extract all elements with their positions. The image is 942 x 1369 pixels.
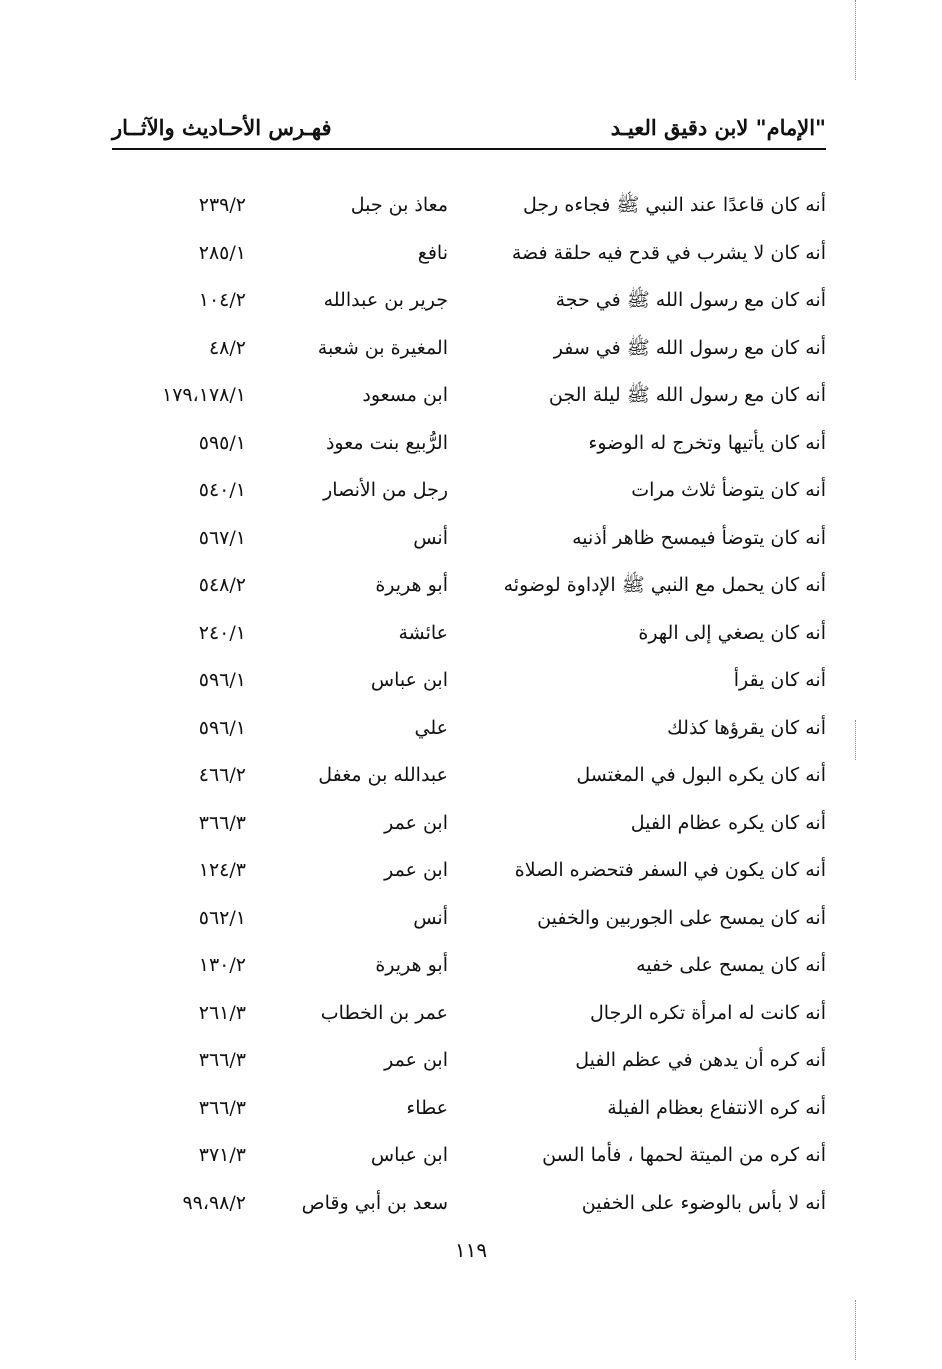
hadith-text: أنه كان مع رسول الله ﷺ ليلة الجن: [548, 384, 826, 406]
hadith-text: أنه كان يتوضأ ثلاث مرات: [631, 479, 826, 501]
volume-page-reference: ٥٦٧/١: [198, 526, 246, 549]
volume-page-reference: ٥٤٠/١: [198, 479, 246, 501]
narrator-name: نافع: [417, 241, 448, 264]
narrator-name: عائشة: [398, 621, 448, 644]
narrator-name: ابن مسعود: [362, 384, 448, 406]
volume-page-reference: ٥٩٥/١: [198, 431, 246, 454]
index-row: [112, 182, 826, 230]
narrator-name: رجل من الأنصار: [323, 479, 448, 501]
volume-page-reference: ١٢٤/٣: [198, 859, 246, 881]
hadith-text: أنه كانت له امرأة تكره الرجال: [590, 1001, 826, 1024]
narrator-name: عبدالله بن مغفل: [318, 764, 448, 786]
hadith-text: أنه كان لا يشرب في قدح فيه حلقة فضة: [511, 241, 826, 264]
narrator-name: أبو هريرة: [375, 954, 448, 976]
index-row: [112, 372, 826, 420]
volume-page-reference: ٤٦٦/٢: [198, 764, 246, 786]
hadith-text: أنه كان مع رسول الله ﷺ في سفر: [553, 336, 826, 359]
volume-page-reference: ٣٦٦/٣: [198, 1096, 246, 1119]
index-row: [112, 1085, 826, 1133]
hadith-text: أنه كره أن يدهن في عظم الفيل: [575, 1049, 826, 1071]
volume-page-reference: ٢٦١/٣: [198, 1001, 246, 1024]
page-header: [112, 110, 826, 150]
index-row: [112, 562, 826, 610]
index-row: [112, 895, 826, 943]
hadith-text: أنه كان يكره عظام الفيل: [630, 811, 826, 834]
index-row: [112, 230, 826, 278]
index-row: [112, 515, 826, 563]
narrator-name: عطاء: [406, 1096, 448, 1119]
volume-page-reference: ٥٤٨/٢: [198, 574, 246, 596]
index-row: [112, 467, 826, 515]
index-row: [112, 800, 826, 848]
narrator-name: معاذ بن جبل: [350, 194, 448, 216]
volume-page-reference: ٣٦٦/٣: [198, 811, 246, 834]
narrator-name: ابن عباس: [370, 669, 448, 691]
narrator-name: أنس: [413, 906, 448, 929]
section-title: فهـرس الأحـاديث والآثــار: [112, 115, 332, 140]
hadith-text: أنه كره الانتفاع بعظام الفيلة: [607, 1096, 826, 1119]
hadith-index-table: [112, 182, 826, 1227]
volume-page-reference: ٢٨٥/١: [198, 241, 246, 264]
hadith-text: أنه كان يكره البول في المغتسل: [576, 764, 826, 786]
narrator-name: الرُّبيع بنت معوذ: [325, 431, 448, 454]
hadith-text: أنه كان يصغي إلى الهرة: [638, 621, 826, 644]
narrator-name: ابن عمر: [384, 859, 448, 881]
index-row: [112, 657, 826, 705]
hadith-text: أنه كان يمسح على الجوربين والخفين: [537, 906, 826, 929]
narrator-name: علي: [414, 716, 448, 739]
hadith-text: أنه كره من الميتة لحمها ، فأما السن: [542, 1144, 826, 1166]
index-row: [112, 277, 826, 325]
volume-page-reference: ٢٣٩/٢: [198, 194, 246, 216]
index-row: [112, 990, 826, 1038]
hadith-text: أنه كان يكون في السفر فتحضره الصلاة: [514, 859, 826, 881]
volume-page-reference: ٤٨/٢: [208, 336, 246, 359]
hadith-text: أنه كان يتوضأ فيمسح ظاهر أذنيه: [572, 526, 826, 549]
hadith-text: أنه كان يأتيها وتخرج له الوضوء: [588, 431, 826, 454]
narrator-name: سعد بن أبي وقاص: [301, 1191, 448, 1214]
hadith-text: أنه كان قاعدًا عند النبي ﷺ فجاءه رجل: [523, 194, 826, 216]
index-row: [112, 325, 826, 373]
narrator-name: ابن عمر: [384, 1049, 448, 1071]
volume-page-reference: ٥٩٦/١: [198, 716, 246, 739]
hadith-text: أنه كان يقرأ: [733, 669, 826, 691]
volume-page-reference: ١٣٠/٢: [198, 954, 246, 976]
index-row: [112, 847, 826, 895]
hadith-text: أنه كان يقرؤها كذلك: [667, 716, 826, 739]
narrator-name: جرير بن عبدالله: [323, 289, 448, 311]
volume-page-reference: ٥٦٢/١: [198, 906, 246, 929]
index-row: [112, 1180, 826, 1228]
volume-page-reference: ٣٧١/٣: [198, 1144, 246, 1166]
page-number: ١١٩: [454, 1238, 488, 1262]
volume-page-reference: ١٠٤/٢: [198, 289, 246, 311]
narrator-name: أبو هريرة: [375, 574, 448, 596]
margin-dots-middle: [855, 720, 858, 760]
narrator-name: ابن عباس: [370, 1144, 448, 1166]
narrator-name: عمر بن الخطاب: [320, 1001, 448, 1024]
volume-page-reference: ٩٩،٩٨/٢: [182, 1191, 246, 1214]
index-row: [112, 1037, 826, 1085]
volume-page-reference: ٣٦٦/٣: [198, 1049, 246, 1071]
volume-page-reference: ١٧٩،١٧٨/١: [162, 384, 246, 406]
hadith-text: أنه كان يحمل مع النبي ﷺ الإداوة لوضوئه: [503, 574, 826, 596]
index-row: [112, 610, 826, 658]
index-row: [112, 752, 826, 800]
index-row: [112, 705, 826, 753]
volume-page-reference: ٥٩٦/١: [198, 669, 246, 691]
book-title: "الإمام" لابن دقيق العيـد: [610, 115, 826, 140]
margin-dots-bottom: [855, 1300, 858, 1360]
index-row: [112, 420, 826, 468]
index-row: [112, 942, 826, 990]
hadith-text: أنه لا بأس بالوضوء على الخفين: [581, 1191, 826, 1214]
narrator-name: المغيرة بن شعبة: [317, 336, 448, 359]
narrator-name: أنس: [413, 526, 448, 549]
hadith-text: أنه كان مع رسول الله ﷺ في حجة: [555, 289, 826, 311]
index-row: [112, 1132, 826, 1180]
margin-dots-top: [855, 0, 858, 80]
narrator-name: ابن عمر: [384, 811, 448, 834]
hadith-text: أنه كان يمسح على خفيه: [636, 954, 826, 976]
volume-page-reference: ٢٤٠/١: [198, 621, 246, 644]
